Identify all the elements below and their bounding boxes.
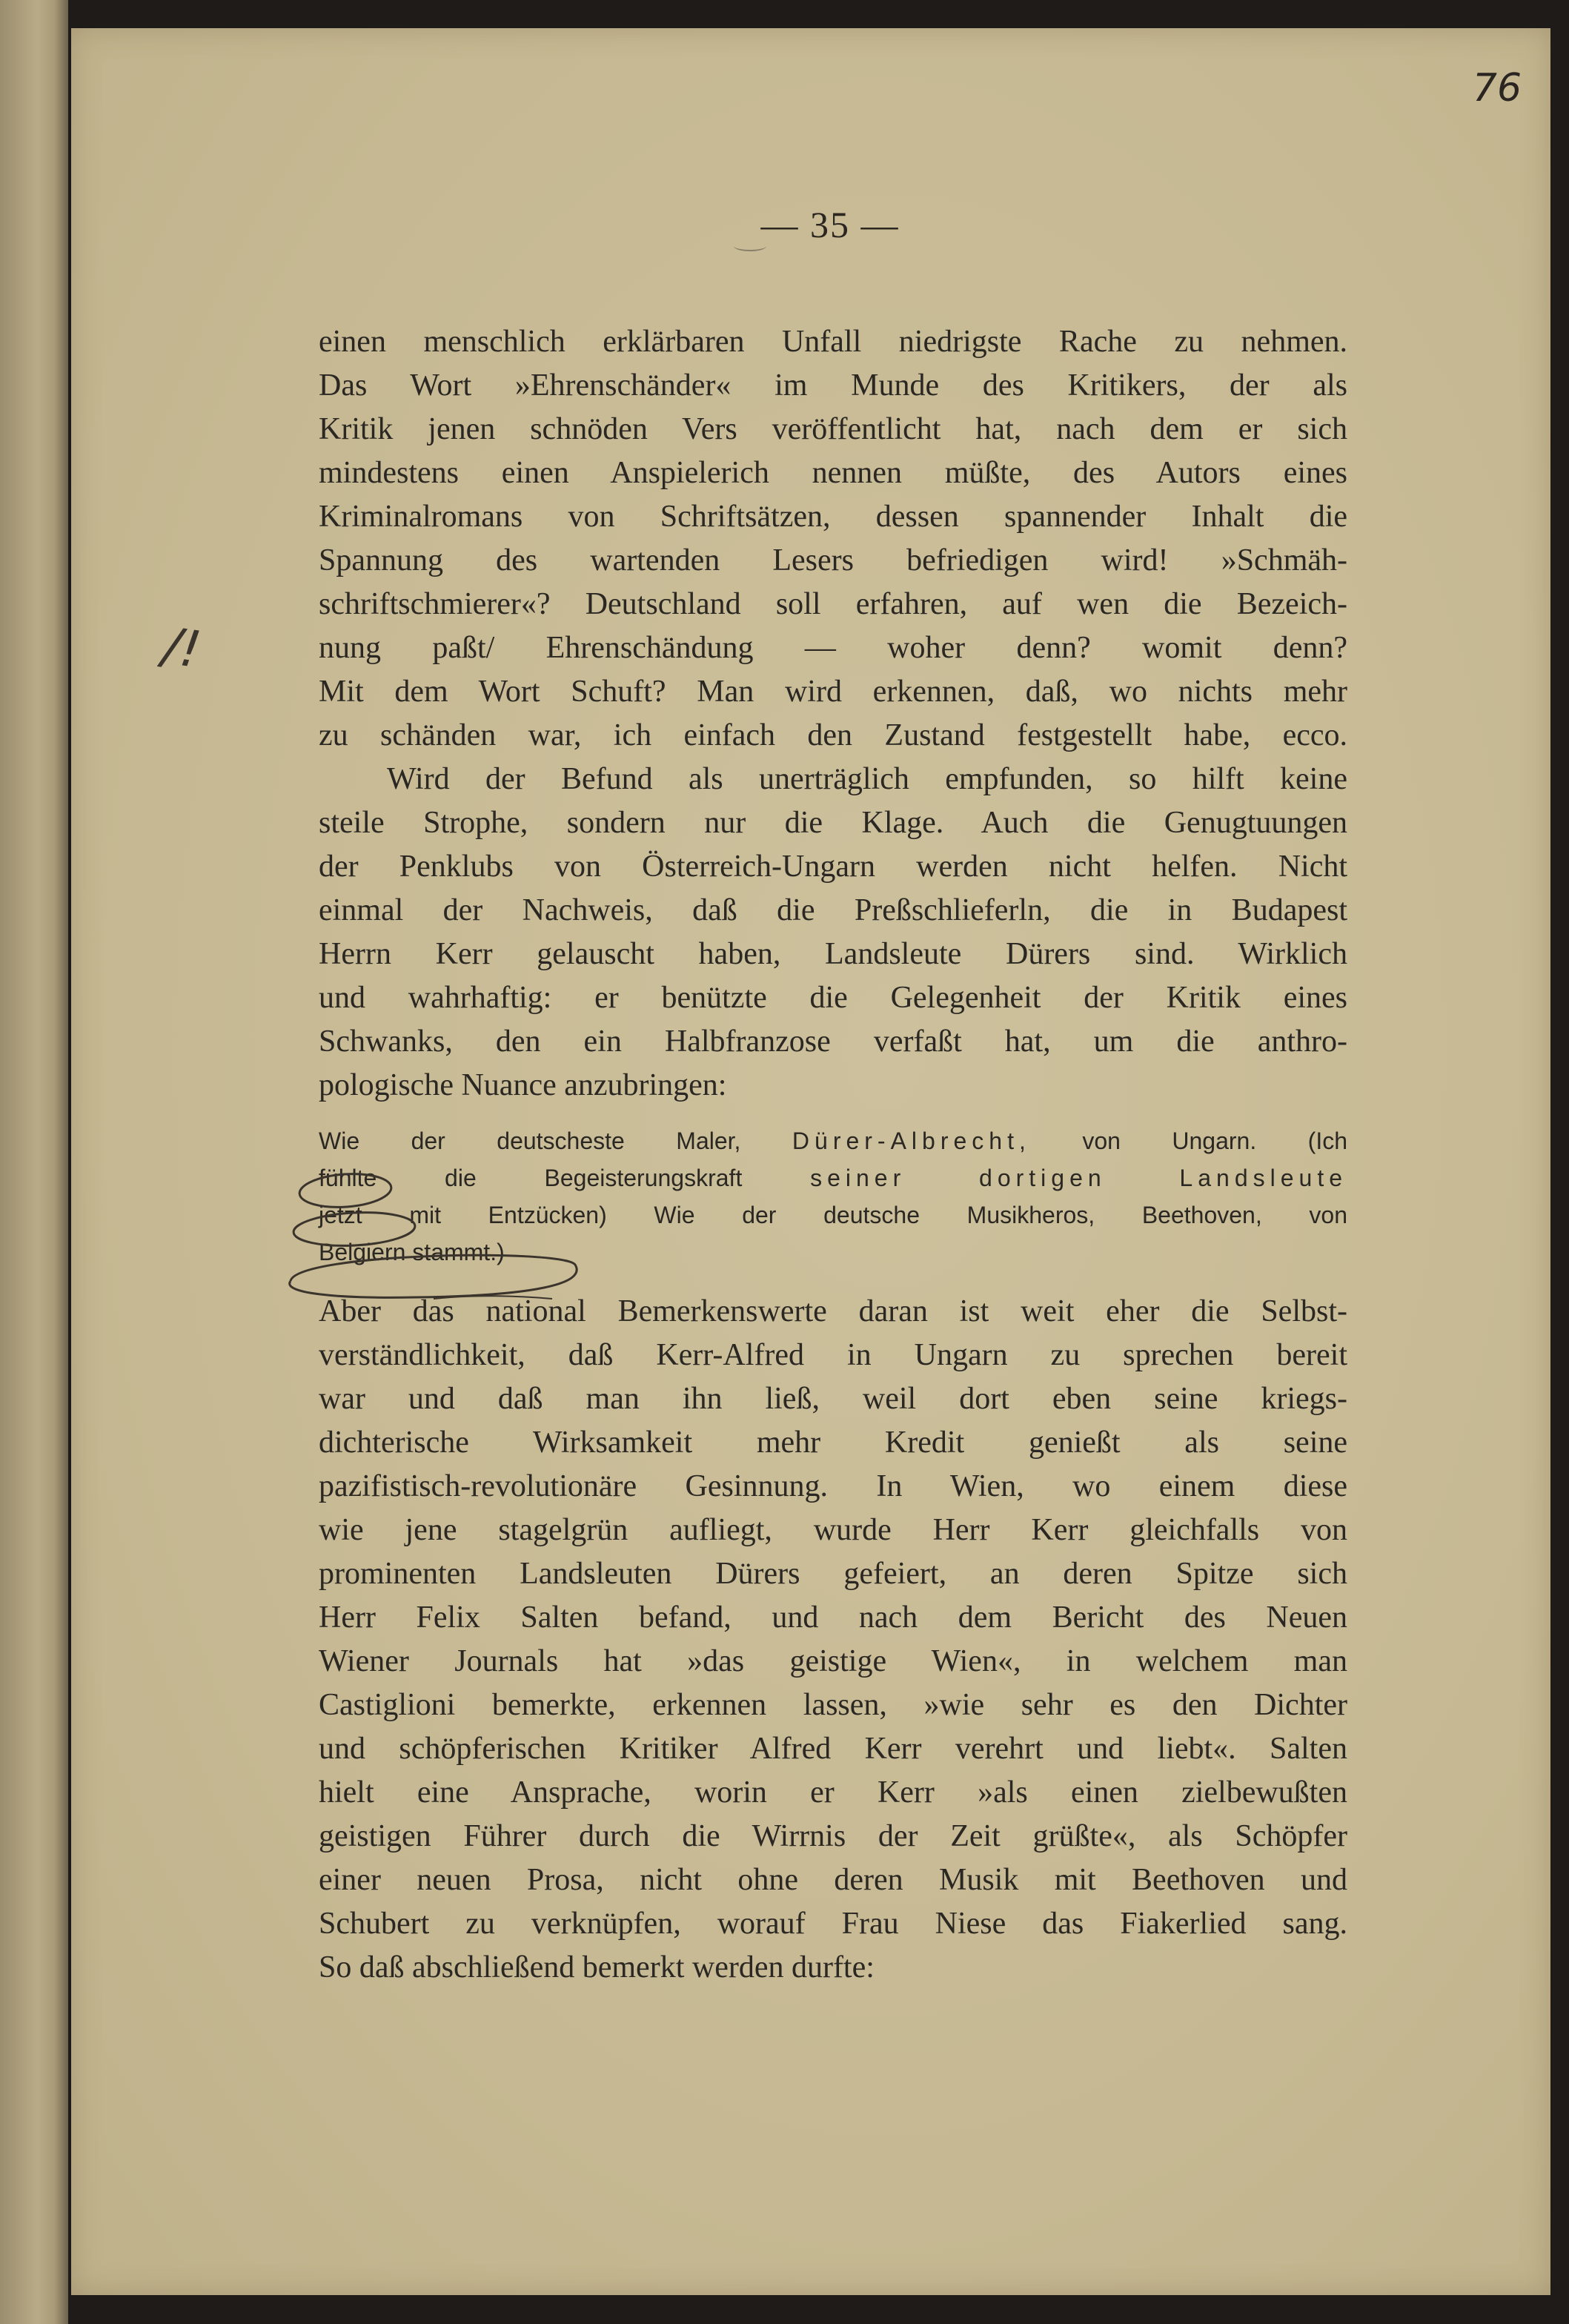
text-line: pazifistisch-revolutionäre Gesinnung. In Wien, wo einem diese [319,1469,1347,1503]
page-number: — 35 — [760,204,900,245]
text-line: pologische Nuance anzubringen: [319,1068,727,1102]
body-text [319,320,1347,1990]
text-line: Spannung des wartenden Lesers befriedigen wird! »Schmäh- [319,543,1347,577]
text-line: dichterische Wirksamkeit mehr Kredit genießt als seine [319,1426,1347,1460]
text-line: war und daß man ihn ließ, weil dort eben seine kriegs- [319,1382,1347,1416]
text-line: Castiglioni bemerkte, erkennen lassen, »wie sehr es den Dichter [319,1688,1347,1722]
text-line: Schwanks, den ein Halbfranzose verfaßt hat, um die anthro- [319,1024,1347,1059]
text-line: prominenten Landsleuten Dürers gefeiert, an deren Spitze sich [319,1557,1347,1591]
text-line: verständlichkeit, daß Kerr-Alfred in Ungarn zu sprechen bereit [319,1338,1347,1372]
quote-emphasis: seiner dortigen Landsleute [810,1165,1347,1191]
quote-fragment: Wie der deutscheste Maler, [319,1128,741,1154]
text-line: und wahrhaftig: er benützte die Gelegenheit der Kritik eines [319,981,1347,1015]
handwritten-archive-number: 76 [1472,66,1522,110]
text-line: Herrn Kerr gelauscht haben, Landsleute Dürers sind. Wirklich [319,937,1347,971]
quote-line: jetzt mit Entzücken) Wie der deutsche Musikheros, Beethoven, von [319,1202,1347,1228]
text-line: steile Strophe, sondern nur die Klage. Auch die Genugtuungen [319,806,1347,840]
text-line: Wird der Befund als unerträglich empfunden, so hilft keine [387,762,1347,796]
text-line: schriftschmierer«? Deutschland soll erfahren, auf wen die Bezeich- [319,587,1347,621]
paragraph-1 [319,320,1347,758]
pencil-stroke [734,241,766,251]
text-line: mindestens einen Anspielerich nennen müßte, des Autors eines [319,456,1347,490]
text-line: einen menschlich erklärbaren Unfall niedrigste Rache zu nehmen. [319,325,1347,359]
text-line: der Penklubs von Österreich-Ungarn werden nicht helfen. Nicht [319,850,1347,884]
quote-emphasis: Dürer-Albrecht, [792,1128,1031,1154]
paragraph-2 [319,758,1347,1108]
text-line: Mit dem Wort Schuft? Man wird erkennen, daß, wo nichts mehr [319,675,1347,709]
text-line: Wiener Journals hat »das geistige Wien«, in welchem man [319,1644,1347,1678]
text-line: Herr Felix Salten befand, und nach dem Bericht des Neuen [319,1600,1347,1635]
quote-line [319,1122,1347,1159]
text-line: wie jene stagelgrün aufliegt, wurde Herr Kerr gleichfalls von [319,1513,1347,1547]
text-line: Schubert zu verknüpfen, worauf Frau Niese das Fiakerlied sang. [319,1907,1347,1941]
quote-line: Belgiern stammt.) [319,1239,505,1265]
book-cover-edge [0,0,68,2324]
quote-fragment: von Ungarn. (Ich [1082,1128,1348,1154]
text-line: zu schänden war, ich einfach den Zustand festgestellt habe, ecco. [319,718,1347,752]
text-line: Kritik jenen schnöden Vers veröffentlicht hat, nach dem er sich [319,412,1347,446]
margin-annotation: /! [159,617,205,681]
text-line: Aber das national Bemerkenswerte daran ist weit eher die Selbst- [319,1294,1347,1328]
text-line: einer neuen Prosa, nicht ohne deren Musik mit Beethoven und [319,1863,1347,1897]
text-line: Kriminalromans von Schriftsätzen, dessen spannender Inhalt die [319,500,1347,534]
text-line: nung paßt/ Ehrenschändung — woher denn? womit denn? [319,631,1347,665]
quote-fragment: fühlte die Begeisterungskraft [319,1165,743,1191]
text-line: geistigen Führer durch die Wirrnis der Zeit grüßte«, als Schöpfer [319,1819,1347,1853]
text-line: hielt eine Ansprache, worin er Kerr »als einen zielbewußten [319,1775,1347,1810]
block-quote [319,1122,1347,1271]
quote-line [319,1159,1347,1196]
text-line: So daß abschließend bemerkt werden durfte: [319,1950,875,1984]
text-line: einmal der Nachweis, daß die Preßschlieferln, die in Budapest [319,893,1347,927]
text-line: Das Wort »Ehrenschänder« im Munde des Kritikers, der als [319,368,1347,403]
paragraph-3 [319,1290,1347,1990]
text-line: und schöpferischen Kritiker Alfred Kerr verehrt und liebt«. Salten [319,1732,1347,1766]
